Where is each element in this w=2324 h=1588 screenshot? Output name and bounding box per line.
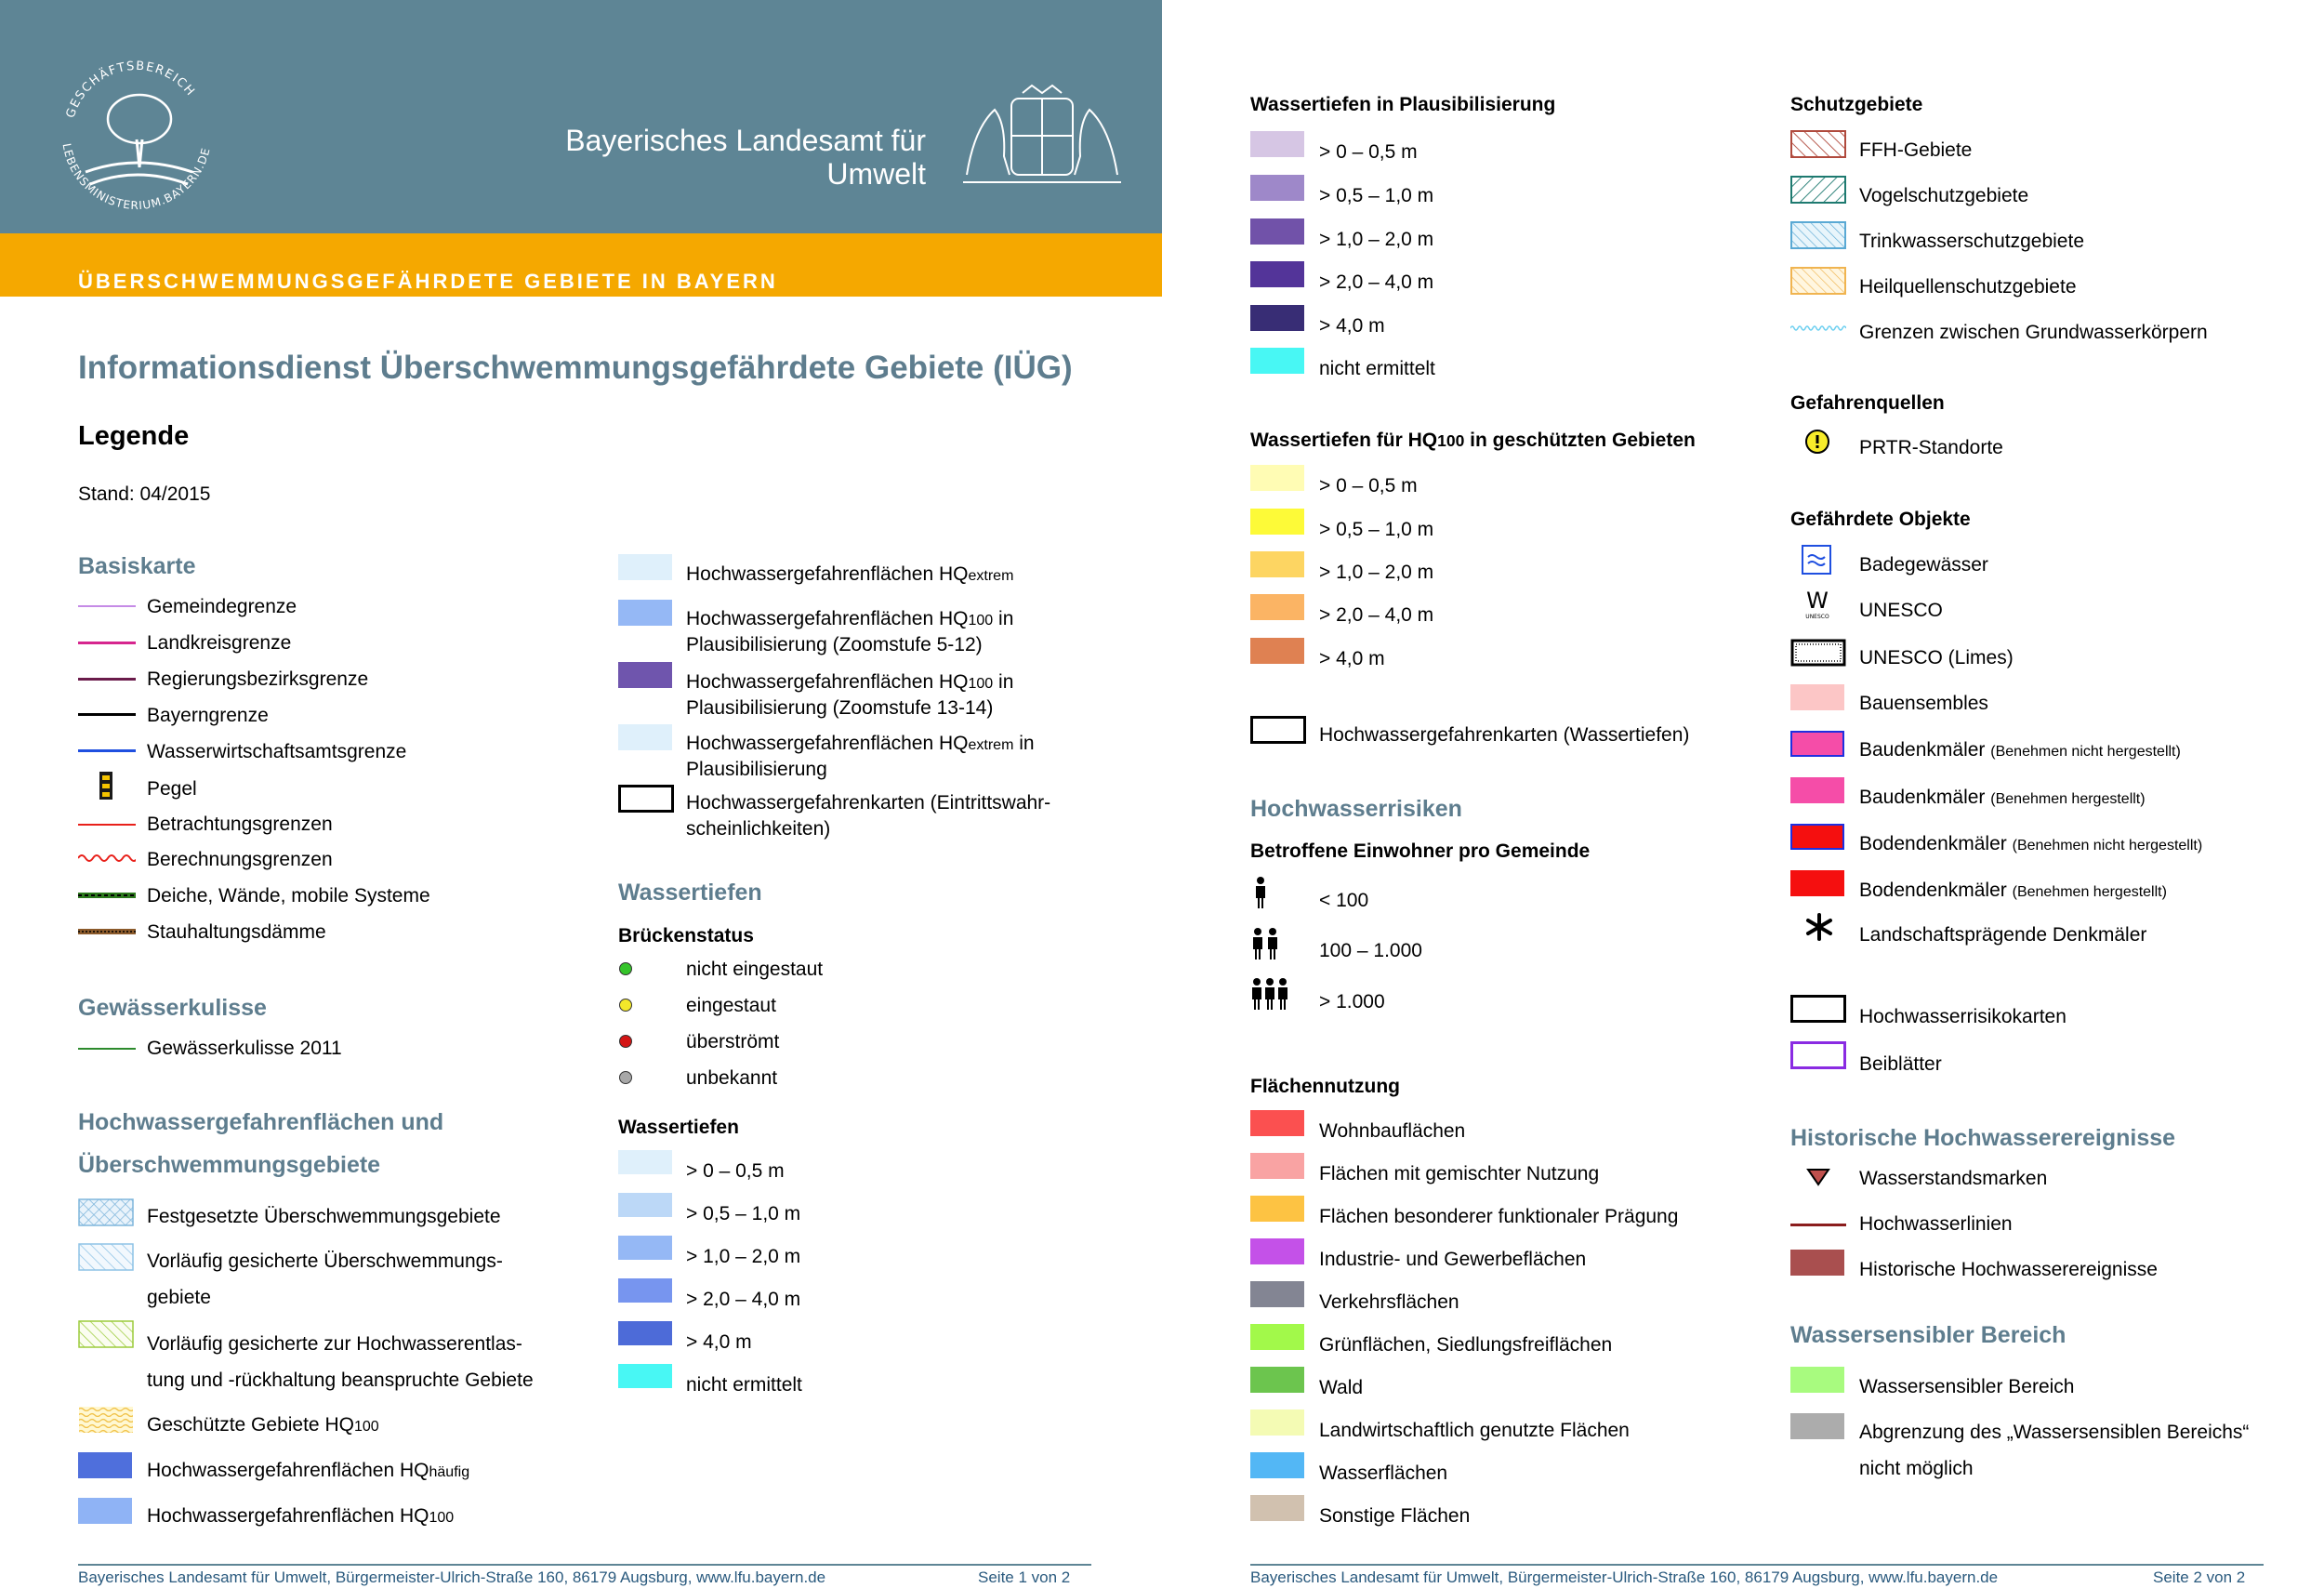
wt-swatch-5 [618,1321,672,1345]
legend-label: Historische Hochwasserereignisse [1859,1259,2158,1280]
bauensembles-swatch [1790,684,1844,710]
legend-label: Wasserstandsmarken [1859,1168,2048,1189]
legend-label: unbekannt [686,1067,778,1089]
gewaesserkulisse-heading: Gewässerkulisse [78,995,267,1021]
hq-haeufig-swatch [78,1452,132,1478]
wt-gesch-swatch-5 [1250,638,1304,664]
two-persons-icon [1251,927,1281,960]
wsb-swatch [1790,1367,1844,1393]
legend-label: > 2,0 – 4,0 m [686,1289,801,1310]
legend-label: Bodendenkmäler (Benehmen nicht hergestellt) [1859,833,2203,854]
fn-swatch-wasser [1250,1452,1304,1478]
legend-label: Beiblätter [1859,1053,1942,1075]
legend-label: scheinlichkeiten) [686,818,831,840]
legend-label: Bodendenkmäler (Benehmen hergestellt) [1859,880,2167,901]
vogelschutz-swatch [1790,176,1846,204]
legend-label: PRTR-Standorte [1859,437,2003,458]
pegel-icon [97,770,115,801]
legend-label: Landwirtschaftlich genutzte Flächen [1319,1420,1630,1441]
regierungsbezirksgrenze-line-icon [78,678,136,681]
badegewaesser-icon [1802,545,1831,575]
prtr-warning-icon [1804,429,1830,455]
legend-label: Regierungsbezirksgrenze [147,668,369,690]
fn-swatch-wald [1250,1367,1304,1393]
agency-name: Bayerisches Landesamt für Umwelt [565,124,926,191]
legend-label: Verkehrsflächen [1319,1291,1459,1313]
legend-label: Betrachtungsgrenzen [147,814,333,835]
legend-label: Plausibilisierung (Zoomstufe 5-12) [686,634,983,655]
wt-swatch-3 [618,1236,672,1260]
legend-label: Heilquellenschutzgebiete [1859,276,2077,298]
legend-label: Hochwassergefahrenflächen HQ100 in [686,608,1014,629]
legend-label: Baudenkmäler (Benehmen hergestellt) [1859,787,2146,808]
historische-heading: Historische Hochwasserereignisse [1790,1125,2176,1151]
page-title: Informationsdienst Überschwemmungsgefährdete Gebiete (IÜG) [78,350,1073,386]
legend-label: Abgrenzung des „Wassersensiblen Bereichs“ [1859,1422,2250,1443]
wt-swatch-1 [618,1150,672,1174]
legend-label: > 2,0 – 4,0 m [1319,604,1434,626]
hq100-plaus-5-12-swatch [618,600,672,626]
wt-plaus-heading: Wassertiefen in Plausibilisierung [1250,94,1556,115]
footer-address: Bayerisches Landesamt für Umwelt, Bürgermeister-Ulrich-Straße 160, 86179 Augsburg, www.lfu.bayern.de [1250,1568,1999,1586]
person-icon [1253,876,1268,909]
wt-plaus-swatch-nicht-ermittelt [1250,348,1304,374]
vorlaeufig-swatch [78,1243,134,1271]
unesco-icon [1802,588,1833,621]
legend-label: Hochwassergefahrenkarten (Wassertiefen) [1319,724,1690,746]
wt-plaus-swatch-1 [1250,131,1304,157]
legend-label: Wald [1319,1377,1364,1398]
footer-address: Bayerisches Landesamt für Umwelt, Bürgermeister-Ulrich-Straße 160, 86179 Augsburg, www.lfu.bayern.de [78,1568,826,1586]
legend-label: Hochwassergefahrenflächen HQ100 in [686,671,1014,693]
legend-label: Festgesetzte Überschwemmungsgebiete [147,1206,501,1227]
hwgf-heading-line1: Hochwassergefahrenflächen und [78,1109,444,1135]
fn-swatch-wohnbau [1250,1110,1304,1136]
deiche-line-icon [78,891,136,900]
gefahrenquellen-heading: Gefahrenquellen [1790,392,1945,414]
legend-label: Baudenkmäler (Benehmen nicht hergestellt) [1859,739,2181,761]
legend-label: Wassersensibler Bereich [1859,1376,2075,1397]
legend-label: tung und -rückhaltung beanspruchte Gebiete [147,1370,534,1391]
hwgf-heading-line2: Überschwemmungsgebiete [78,1152,381,1178]
bridge-red-dot-icon [619,1035,632,1048]
page-2 [1162,0,2324,1588]
hwgk-eintritt-frame-icon [618,785,674,813]
landkreisgrenze-line-icon [78,642,136,644]
gefaehrdete-objekte-heading: Gefährdete Objekte [1790,509,1971,530]
wt-gesch-swatch-1 [1250,465,1304,491]
baudenkmal-nicht-swatch [1790,731,1844,757]
hq100-plaus-13-14-swatch [618,662,672,688]
ffh-swatch [1790,130,1846,158]
legend-label: überströmt [686,1031,780,1052]
footer-rule [78,1564,1091,1566]
legend-label: Gemeindegrenze [147,596,297,617]
legend-label: > 0 – 0,5 m [1319,475,1418,496]
baudenkmal-hergestellt-swatch [1790,777,1844,803]
svg-text:GESCHÄFTSBEREICH: GESCHÄFTSBEREICH [63,59,198,120]
berechnungsgrenzen-wave-icon [78,853,136,864]
hq100-swatch [78,1498,132,1524]
geschuetzte-gebiete-swatch [78,1406,134,1434]
legend-label: Deiche, Wände, mobile Systeme [147,885,430,906]
header-banner-title: ÜBERSCHWEMMUNGSGEFÄHRDETE GEBIETE IN BAYERN [78,270,778,293]
legend-label: FFH-Gebiete [1859,139,1973,161]
legend-label: Sonstige Flächen [1319,1505,1471,1527]
fn-swatch-gruen [1250,1324,1304,1350]
hwgk-wassertiefen-frame-icon [1250,716,1306,744]
wt-plaus-swatch-2 [1250,175,1304,201]
legend-label: UNESCO [1859,600,1943,621]
legend-label: Hochwasserlinien [1859,1213,2013,1235]
legend-label: Flächen mit gemischter Nutzung [1319,1163,1600,1184]
wt-plaus-swatch-5 [1250,305,1304,331]
legend-label: Grenzen zwischen Grundwasserkörpern [1859,322,2208,343]
stauhaltungsdaemme-line-icon [78,927,136,936]
gemeindegrenze-line-icon [78,605,136,607]
legend-label: Grünflächen, Siedlungsfreiflächen [1319,1334,1613,1356]
legend-label: Trinkwasserschutzgebiete [1859,231,2084,252]
fn-swatch-verkehr [1250,1281,1304,1307]
legend-label: Vorläufig gesicherte zur Hochwasserentlas- [147,1333,522,1355]
legend-label: Plausibilisierung (Zoomstufe 13-14) [686,697,994,719]
wt-swatch-4 [618,1278,672,1303]
legend-label: Vorläufig gesicherte Überschwemmungs- [147,1251,503,1272]
legend-label: Hochwassergefahrenflächen HQ100 [147,1505,455,1527]
legend-label: Landschaftsprägende Denkmäler [1859,924,2147,946]
wasserstandsmarke-triangle-icon [1806,1168,1830,1186]
legend-label: Geschützte Gebiete HQ100 [147,1414,379,1436]
legend-label: Badegewässer [1859,554,1988,576]
legend-label: > 1,0 – 2,0 m [1319,562,1434,583]
schutzgebiete-heading: Schutzgebiete [1790,94,1923,115]
legend-label: > 0,5 – 1,0 m [1319,185,1434,206]
legend-heading: Legende [78,421,190,451]
asterisk-icon [1805,913,1833,941]
legend-label: > 1.000 [1319,991,1385,1012]
legend-label: Stauhaltungsdämme [147,921,326,943]
wassertiefen-subheading: Wassertiefen [618,1117,739,1138]
hwrk-frame-icon [1790,995,1846,1023]
legend-label: > 1,0 – 2,0 m [686,1246,801,1267]
fn-swatch-landwirtschaft [1250,1409,1304,1436]
bavarian-coat-of-arms-icon [957,82,1127,192]
footer-rule [1250,1564,2264,1566]
legend-label: > 1,0 – 2,0 m [1319,229,1434,250]
wt-swatch-nicht-ermittelt [618,1364,672,1388]
legend-label: Wasserwirtschaftsamtsgrenze [147,741,407,762]
legend-label: > 4,0 m [1319,315,1385,337]
hq-extrem-plaus-swatch [618,724,672,750]
basiskarte-heading: Basiskarte [78,553,196,579]
grundwasserkoerper-line-icon [1790,324,1846,333]
hochwasserentlastung-swatch [78,1320,134,1348]
status-date: Stand: 04/2015 [78,483,211,505]
three-persons-icon [1251,977,1290,1011]
legend-label: > 0,5 – 1,0 m [1319,519,1434,540]
hochwasserlinie-line-icon [1790,1224,1846,1226]
wt-plaus-swatch-3 [1250,218,1304,245]
legend-label: > 2,0 – 4,0 m [1319,271,1434,293]
beiblaetter-frame-icon [1790,1041,1846,1069]
legend-label: > 4,0 m [686,1331,752,1353]
legend-label: Vogelschutzgebiete [1859,185,2029,206]
legend-label: Hochwassergefahrenflächen HQextrem [686,563,1014,585]
legend-label: < 100 [1319,890,1369,911]
footer-page-number: Seite 2 von 2 [2153,1568,2246,1586]
legend-label: Pegel [147,778,197,800]
footer-page-number: Seite 1 von 2 [978,1568,1071,1586]
fn-swatch-besondere [1250,1196,1304,1222]
lebensministerium-logo [48,46,225,223]
fn-swatch-gemischt [1250,1153,1304,1179]
wt-swatch-2 [618,1193,672,1217]
bridge-grey-dot-icon [619,1071,632,1084]
wt-plaus-swatch-4 [1250,261,1304,287]
legend-label: nicht ermittelt [1319,358,1435,379]
wasserwirtschaftsamtsgrenze-line-icon [78,749,136,752]
legend-label: nicht möglich [1859,1458,1974,1479]
wsb-nicht-moeglich-swatch [1790,1413,1844,1439]
svg-text:LEBENSMINISTERIUM.BAYERN.DE: LEBENSMINISTERIUM.BAYERN.DE [59,142,213,213]
legend-label: > 4,0 m [1319,648,1385,669]
bridge-yellow-dot-icon [619,999,632,1012]
legend-label: 100 – 1.000 [1319,940,1422,961]
wassersensibler-heading: Wassersensibler Bereich [1790,1322,2067,1348]
wt-gesch-swatch-4 [1250,594,1304,620]
legend-label: Plausibilisierung [686,759,827,780]
legend-label: nicht ermittelt [686,1374,802,1396]
trinkwasser-swatch [1790,221,1846,249]
legend-label: Berechnungsgrenzen [147,849,333,870]
fn-swatch-sonstige [1250,1495,1304,1521]
wt-geschuetzt-heading: Wassertiefen für HQ100 in geschützten Gebieten [1250,430,1696,451]
legend-label: Landkreisgrenze [147,632,292,654]
legend-label: Flächen besonderer funktionaler Prägung [1319,1206,1679,1227]
legend-label: > 0 – 0,5 m [686,1160,785,1182]
svg-text:UNESCO: UNESCO [1805,614,1829,620]
hist-ereignis-swatch [1790,1250,1844,1276]
legend-label: Bauensembles [1859,693,1988,714]
bodendenkmal-hergestellt-swatch [1790,870,1844,896]
legend-label: Hochwassergefahrenflächen HQhäufig [147,1460,470,1481]
legend-label: Gewässerkulisse 2011 [147,1038,342,1059]
wt-gesch-swatch-2 [1250,509,1304,535]
svg-text:W: W [1806,588,1829,614]
unesco-limes-frame-icon [1790,639,1846,667]
legend-label: Bayerngrenze [147,705,269,726]
legend-label: gebiete [147,1287,211,1308]
bayerngrenze-line-icon [78,713,136,716]
einwohner-heading: Betroffene Einwohner pro Gemeinde [1250,840,1591,862]
legend-label: > 0,5 – 1,0 m [686,1203,801,1224]
legend-label: eingestaut [686,995,776,1016]
legend-label: Industrie- und Gewerbeflächen [1319,1249,1587,1270]
legend-label: Hochwasserrisikokarten [1859,1006,2067,1027]
flaechennutzung-heading: Flächennutzung [1250,1076,1400,1097]
bodendenkmal-nicht-swatch [1790,824,1844,850]
bridge-green-dot-icon [619,962,632,975]
legend-label: UNESCO (Limes) [1859,647,2014,668]
legend-label: Hochwassergefahrenkarten (Eintrittswahr- [686,792,1051,814]
legend-label: > 0 – 0,5 m [1319,141,1418,163]
betrachtungsgrenzen-line-icon [78,824,136,826]
hochwasserrisiken-heading: Hochwasserrisiken [1250,796,1462,822]
festgesetzt-swatch [78,1198,134,1226]
gewaesserkulisse-line-icon [78,1048,136,1050]
wassertiefen-heading: Wassertiefen [618,880,762,906]
wt-gesch-swatch-3 [1250,551,1304,577]
heilquellen-swatch [1790,267,1846,295]
hq-extrem-swatch [618,554,672,580]
brueckenstatus-heading: Brückenstatus [618,925,754,946]
legend-label: Wohnbauflächen [1319,1120,1466,1142]
legend-label: Hochwassergefahrenflächen HQextrem in [686,733,1035,754]
legend-label: nicht eingestaut [686,959,824,980]
fn-swatch-industrie [1250,1238,1304,1264]
legend-label: Wasserflächen [1319,1462,1448,1484]
